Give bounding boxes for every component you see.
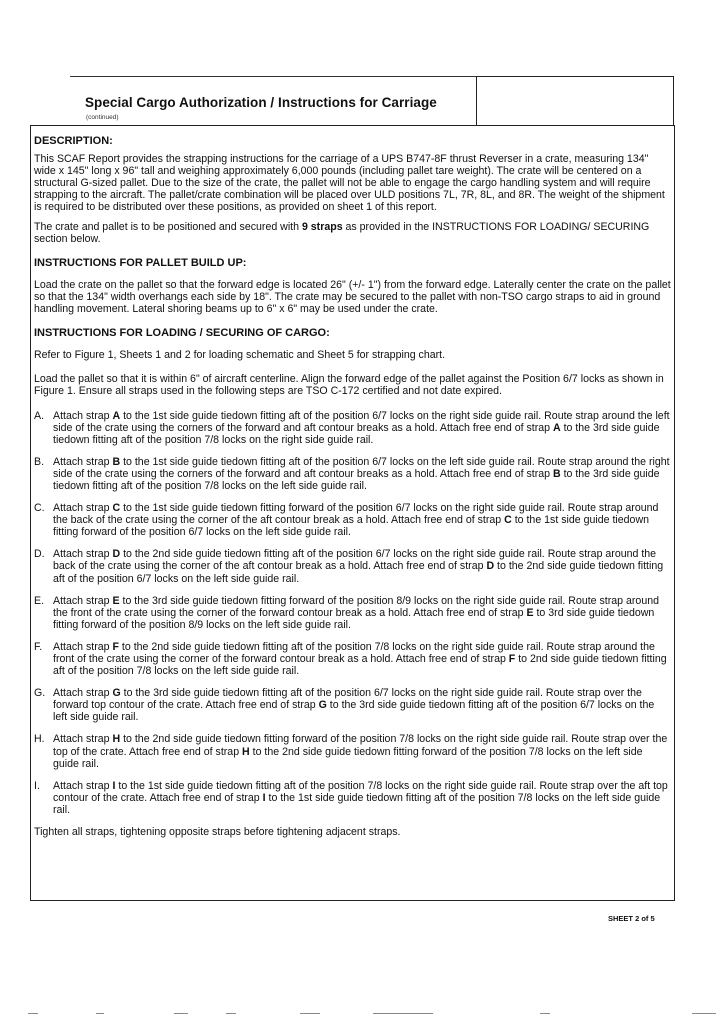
text: to the 3rd side guide tiedown fitting aft of the position 7/8 locks on the left side guide rail. [53,467,660,492]
scan-artifact [28,1013,38,1014]
text: Attach strap [53,455,113,468]
strap-id: G [318,699,327,712]
strap-id: B [552,467,561,480]
strap-id: B [112,455,121,468]
text: to the 2nd side guide tiedown fitting forward of the position 7/8 locks on the left side guide rail. [53,745,643,770]
loading-reference-paragraph: Refer to Figure 1, Sheets 1 and 2 for loading schematic and Sheet 5 for strapping chart. [34,349,446,362]
text: to the 3rd side guide tiedown fitting aft of the position 6/7 locks on the left side guide rail. [53,699,655,724]
text: to the 3rd side guide tiedown fitting forward of the position 8/9 locks on the right side guide rail. Route strap around the front of the crate using the corner of the forward contour break as a hold. Attach free end of strap [53,594,659,619]
strap-step [34,456,671,492]
strap-id: A [112,409,121,422]
text: to 3rd side guide tiedown fitting forward of the position 8/9 locks on the left side guide rail. [53,606,655,631]
strap-id: C [504,514,512,527]
page-title: Special Cargo Authorization / Instructions for Carriage [85,95,437,110]
strap-id: D [486,560,495,573]
text: Attach strap [53,640,113,653]
description-straps-paragraph [34,221,671,245]
step-letter: G. [34,687,46,700]
step-text [53,456,671,492]
strap-id: F [112,640,119,653]
scan-artifact [226,1013,236,1014]
closing-instruction: Tighten all straps, tightening opposite straps before tightening adjacent straps. [34,826,401,839]
text: to the 1st side guide tiedown fitting forward of the position 6/7 locks on the right side guide rail. Route strap around the back of the crate using the corner of the aft contour break as a hold. Attach free end of strap [53,502,659,527]
text: to the 3rd side guide tiedown fitting aft of the position 7/8 locks on the right side guide rail. [53,421,660,446]
step-text [53,687,671,723]
description-paragraph: This SCAF Report provides the strapping instructions for the carriage of a UPS B747-8F thrust Reverser in a crate, measuring 134" wide x 145" long x 96" tall and weighing approximately 6,000 pounds (including pallet tare weight). The crate will be centered on a structural G-sized pallet. Due to the size of the crate, the pallet will not be able to engage the cargo handling system and will require strapping to the aircraft. The pallet/crate combination will be placed over ULD positions 7L, 7R, 8L, and 8R. The weight of the shipment is required to be distributed over these positions, as provided on sheet 1 of this report. [34,153,665,214]
strap-step [34,687,671,723]
strap-step [34,733,671,769]
strap-step [34,780,671,816]
strap-id: I [262,791,266,804]
strap-id: E [526,606,534,619]
scan-artifact [692,1013,716,1014]
strap-step [34,410,671,446]
step-text [53,502,671,538]
pallet-build-up-heading: INSTRUCTIONS FOR PALLET BUILD UP: [34,256,247,269]
loading-position-paragraph: Load the pallet so that it is within 6" of aircraft centerline. Align the forward edge of the pallet against the Position 6/7 locks as shown in Figure 1. Ensure all straps used in the following steps are TSO C-172 certified and not date expired. [34,373,664,398]
step-text [53,548,671,584]
strap-step [34,641,671,677]
text: Attach strap [53,409,113,422]
strap-id: D [112,548,121,561]
step-letter: F. [34,640,43,653]
step-letter: B. [34,455,45,468]
text: Attach strap [53,548,113,561]
step-letter: I. [34,779,40,792]
text: Attach strap [53,687,113,700]
strap-step [34,502,671,538]
text: to the 1st side guide tiedown fitting aft of the position 6/7 locks on the left side guide rail. Route strap around the right side of the crate using the corners of the forward and aft contour breaks as a hold. Attach free end of strap [53,455,670,480]
strap-id: H [112,733,121,746]
strap-step [34,548,671,584]
strap-id: C [112,502,121,515]
text: to the 2nd side guide tiedown fitting aft of the position 7/8 locks on the right side guide rail. Route strap around the front of the crate using the corner of the forward contour break as a hold. Attach free end of strap [53,640,655,665]
strap-id: A [552,421,561,434]
step-text [53,641,671,677]
step-text [53,780,671,816]
text: to the 3rd side guide tiedown fitting aft of the position 6/7 locks on the right side guide rail. Route strap over the forward top contour of the crate. Attach free end of strap [53,687,642,712]
text: The crate and pallet is to be positioned and secured with [34,220,302,233]
text: Attach strap [53,779,113,792]
text: to the 2nd side guide tiedown fitting aft of the position 6/7 locks on the right side guide rail. Route strap around the back of the crate using the corner of the aft contour break as a hold. Attach free end of strap [53,548,657,573]
text: to the 2nd side guide tiedown fitting aft of the position 6/7 locks on the left side guide rail. [53,560,664,585]
description-heading: DESCRIPTION: [34,135,113,147]
text: as provided in the INSTRUCTIONS FOR LOADING/ SECURING section below. [34,220,650,245]
text: to the 1st side guide tiedown fitting forward of the position 6/7 locks on the left side guide rail. [53,514,649,539]
document-body [30,125,675,901]
scan-artifact [540,1013,550,1014]
pallet-build-up-paragraph: Load the crate on the pallet so that the forward edge is located 26" (+/- 1") from the forward edge. Laterally center the crate on the pallet so that the 134" width overhangs each side by 18". The crate may be secured to the pallet with non-TSO cargo straps to aid in ground handling movement. Lateral shoring beams up to 6" x 6" may be used under the crate. [34,278,671,316]
text: to the 1st side guide tiedown fitting aft of the position 7/8 locks on the right side guide rail. Route strap over the aft top contour of the crate. Attach free end of strap [53,779,668,804]
step-text [53,595,671,631]
scan-artifact [300,1013,320,1014]
page-subtitle: (continued) [86,114,119,121]
loading-heading: INSTRUCTIONS FOR LOADING / SECURING OF CARGO: [34,327,330,340]
strap-id: I [112,779,116,792]
header-top-rule [70,76,476,77]
strap-id: H [242,745,250,758]
scan-artifact [174,1013,188,1014]
text: Attach strap [53,594,113,607]
step-text [53,733,671,769]
strap-id: F [508,653,516,665]
step-letter: D. [34,548,45,561]
strap-steps-list [34,410,671,817]
text: Attach strap [53,502,113,515]
step-letter: H. [34,733,45,746]
step-letter: E. [34,594,45,607]
strap-id: E [112,594,120,607]
step-text [53,410,671,446]
header-right-box [476,76,674,125]
strap-count: 9 straps [301,220,343,233]
text: to the 2nd side guide tiedown fitting forward of the position 7/8 locks on the right side guide rail. Route strap over the top of the crate. Attach free end of strap [53,733,668,758]
sheet-number: SHEET 2 of 5 [608,914,655,923]
strap-step [34,595,671,631]
strap-id: G [112,687,121,700]
text: Attach strap [53,733,113,746]
text: to 2nd side guide tiedown fitting aft of the position 7/8 locks on the left side guide rail. [53,653,667,678]
step-letter: A. [34,409,45,422]
scan-artifact [96,1013,104,1014]
text: to the 1st side guide tiedown fitting aft of the position 7/8 locks on the left side guide rail. [53,791,661,816]
scan-artifact [373,1013,433,1014]
text: to the 1st side guide tiedown fitting aft of the position 6/7 locks on the right side guide rail. Route strap around the left side of the crate using the corners of the forward and aft contour breaks as a hold. Attach free end of strap [53,409,670,434]
step-letter: C. [34,502,45,515]
